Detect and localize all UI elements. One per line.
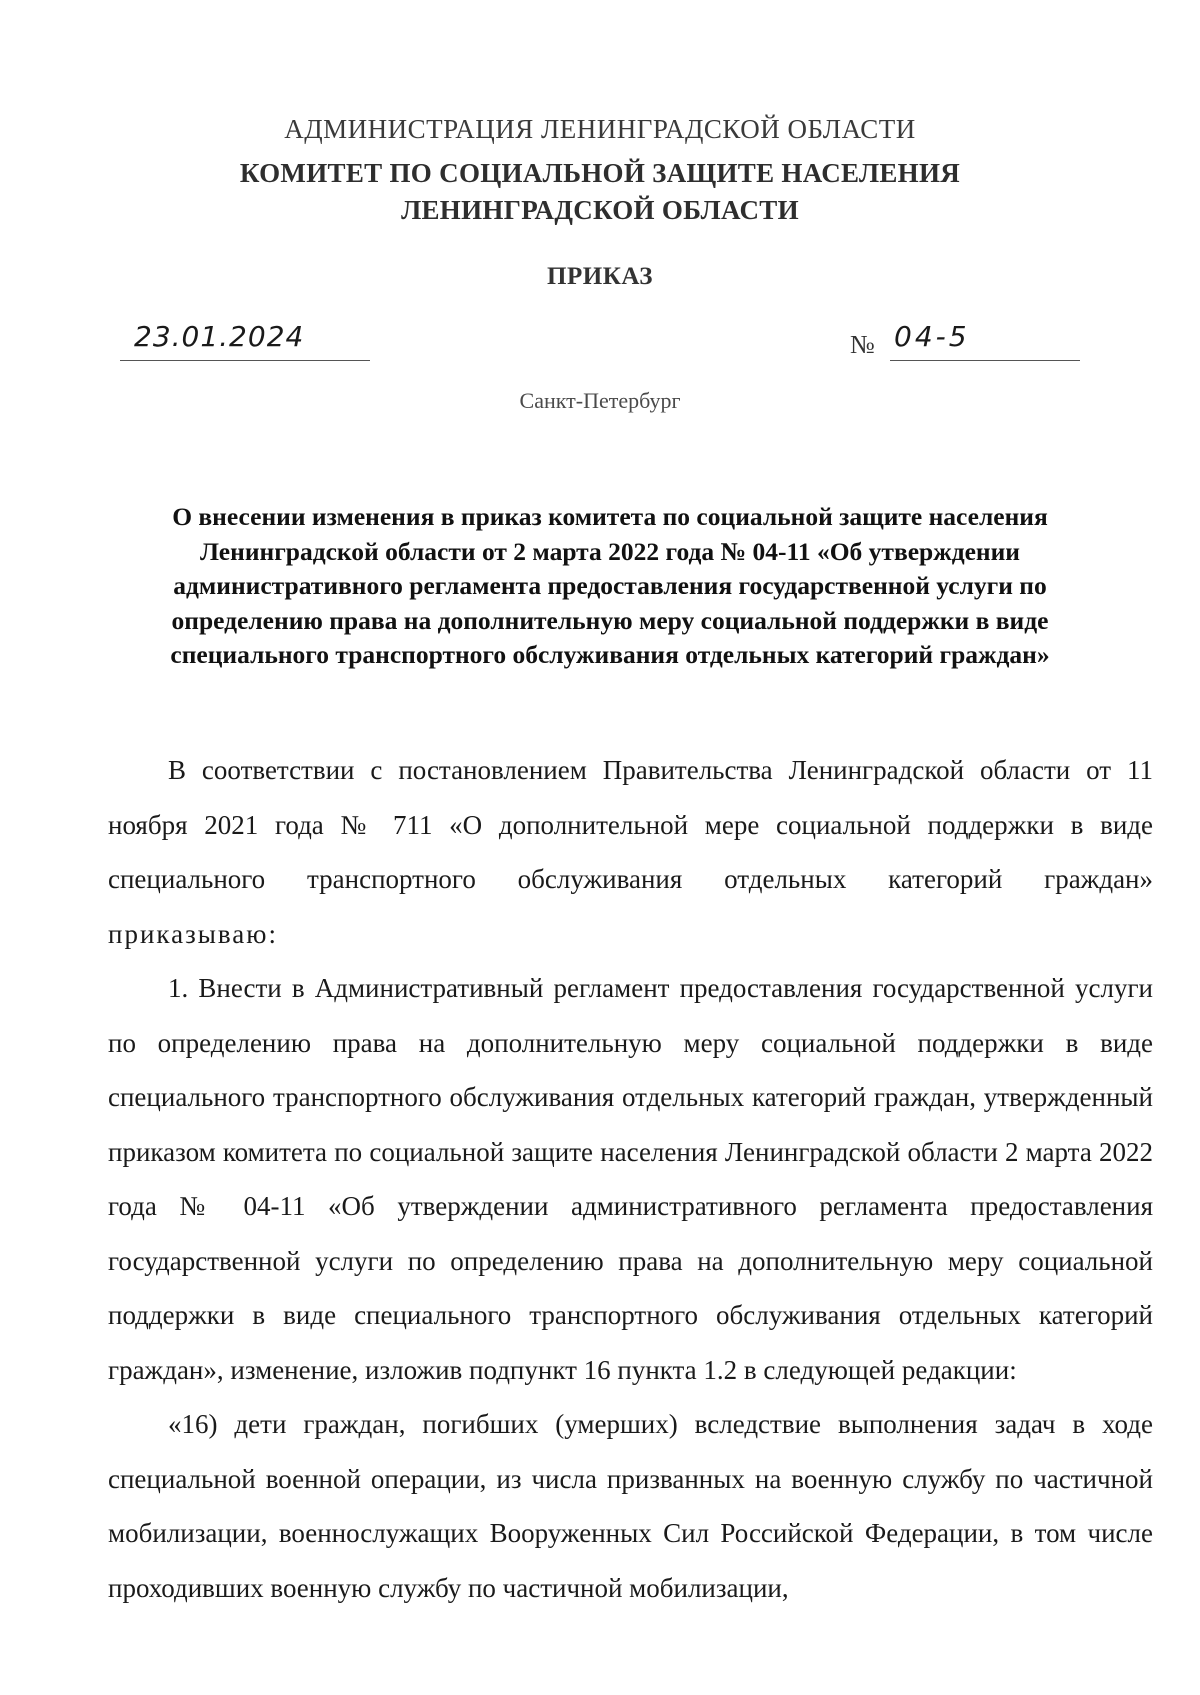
committee-heading-line1: КОМИТЕТ ПО СОЦИАЛЬНОЙ ЗАЩИТЕ НАСЕЛЕНИЯ — [239, 158, 961, 188]
administration-heading: АДМИНИСТРАЦИЯ ЛЕНИНГРАДСКОЙ ОБЛАСТИ — [284, 114, 916, 144]
document-type: ПРИКАЗ — [547, 263, 653, 290]
intro-paragraph — [108, 743, 1153, 961]
date-field — [120, 320, 370, 361]
number-field — [890, 320, 1080, 361]
number-label: № — [850, 330, 875, 359]
quoted-subitem-paragraph: «16) дети граждан, погибших (умерших) вследствие выполнения задач в ходе специальной военной операции, из числа призванных на военную службу по частичной мобилизации, военнослужащих Вооруженных Сил Российской Федерации, в том числе проходивших военную службу по частичной мобилизации, — [108, 1409, 1153, 1603]
intro-text: В соответствии с постановлением Правительства Ленинградской области от 11 ноября 2021 года № 711 «О дополнительной мере социальной поддержки в виде специального транспортного обслуживания отдельных категорий граждан» — [108, 755, 1153, 894]
handwritten-number: 04-5 — [894, 320, 970, 353]
decree-verb: приказываю: — [108, 918, 278, 949]
handwritten-date: 23.01.2024 — [134, 320, 305, 353]
city-name: Санкт-Петербург — [519, 388, 681, 413]
order-body — [108, 743, 1153, 1615]
item-1-paragraph: 1. Внести в Административный регламент предоставления государственной услуги по определению права на дополнительную меру социальной поддержки в виде специального транспортного обслуживания отдельных категорий граждан, утвержденный приказом комитета по социальной защите населения Ленинградской области 2 марта 2022 года № 04-11 «Об утверждении административного регламента предоставления государственной услуги по определению права на дополнительную меру социальной поддержки в виде специального транспортного обслуживания отдельных категорий граждан», изменение, изложив подпункт 16 пункта 1.2 в следующей редакции: — [108, 973, 1153, 1385]
order-title: О внесении изменения в приказ комитета по социальной защите населения Ленинградской области от 2 марта 2022 года № 04-11 «Об утверждении административного регламента предоставления государственной услуги по определению права на дополнительную меру социальной поддержки в виде специального транспортного обслуживания отдельных категорий граждан» — [170, 502, 1050, 669]
committee-heading-line2: ЛЕНИНГРАДСКОЙ ОБЛАСТИ — [401, 195, 799, 225]
